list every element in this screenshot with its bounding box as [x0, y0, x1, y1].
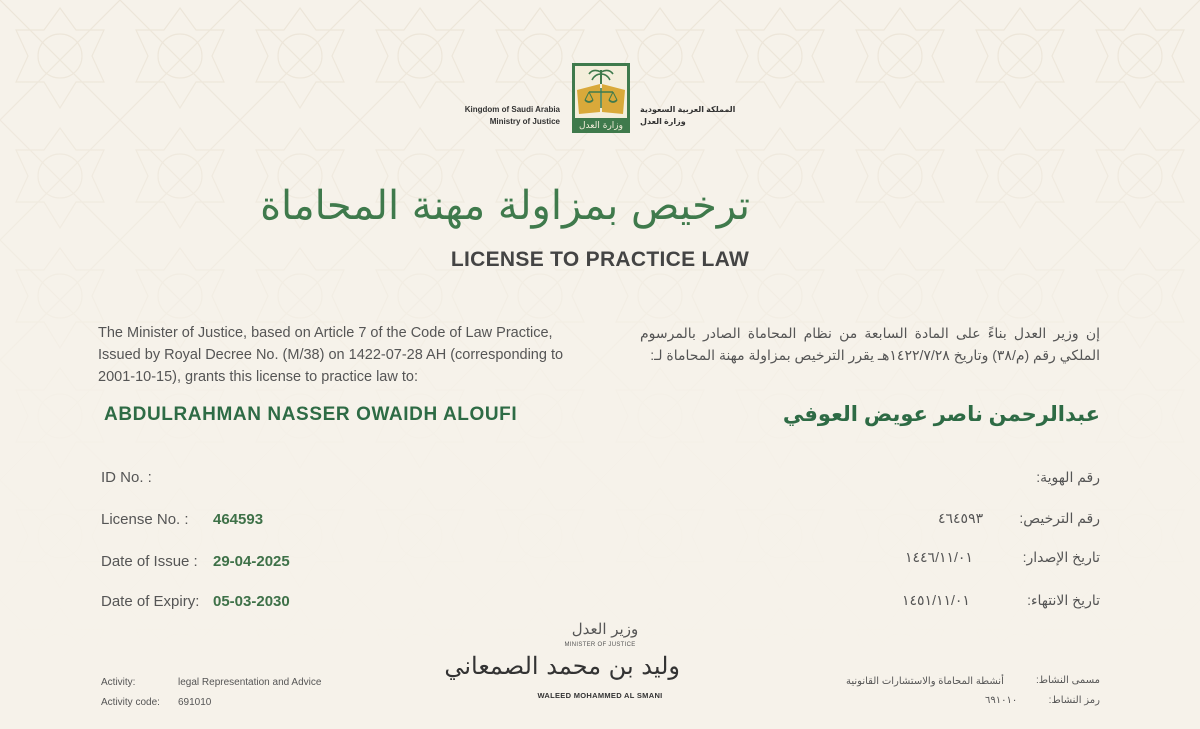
activity-code: 691010	[178, 697, 212, 708]
expiry-date-label: Date of Expiry:	[101, 593, 200, 610]
license-label: License No. :	[101, 511, 189, 528]
header-arabic	[640, 104, 750, 128]
id-label: ID No. :	[101, 469, 152, 486]
activity-code-ar: ٦٩١٠١٠	[985, 695, 1018, 706]
license-number: 464593	[213, 511, 264, 528]
title-arabic: ترخيص بمزاولة مهنة المحاماة	[260, 183, 750, 229]
expiry-date: 05-03-2030	[213, 593, 290, 610]
issue-date: 29-04-2025	[213, 553, 290, 570]
activity-label: Activity:	[101, 677, 136, 688]
activity-label-ar: مسمى النشاط:	[1035, 675, 1100, 686]
header-english	[440, 104, 560, 128]
emblem-caption: وزارة العدل	[579, 121, 623, 131]
license-label-ar: رقم الترخيص:	[1019, 510, 1100, 526]
activity-value-ar: أنشطة المحاماة والاستشارات القانونية	[846, 676, 1004, 687]
licensee-name-arabic: عبدالرحمن ناصر عويض العوفي	[782, 403, 1100, 426]
kingdom-label: Kingdom of Saudi Arabia	[464, 105, 560, 114]
licensee-name-english: ABDULRAHMAN NASSER OWAIDH ALOUFI	[104, 404, 518, 425]
statement-arabic: إن وزير العدل بناءً على المادة السابعة من نظام المحاماة الصادر بالمرسوم الملكي رقم (م/٣٨) وتاريخ ١٤٢٢/٧/٢٨هـ يقرر الترخيص بمزاولة مهنة المحاماة لـ:	[640, 325, 1100, 363]
ministry-label-ar: وزارة العدل	[640, 117, 686, 126]
title-english: LICENSE TO PRACTICE LAW	[450, 248, 750, 271]
minister-signature: وليد بن محمد الصمعاني	[444, 652, 680, 680]
issue-date-label-ar: تاريخ الإصدار:	[1022, 549, 1100, 565]
minister-title-arabic: وزير العدل	[571, 620, 639, 638]
minister-name-english: WALEED MOHAMMED AL SMANI	[537, 691, 663, 700]
activity-code-label-ar: رمز النشاط:	[1048, 695, 1100, 706]
issue-date-label: Date of Issue :	[101, 553, 198, 570]
issue-date-ar: ١٤٤٦/١١/٠١	[905, 549, 973, 565]
expiry-date-label-ar: تاريخ الانتهاء:	[1027, 592, 1100, 608]
id-label-ar: رقم الهوية:	[1036, 469, 1100, 485]
expiry-date-ar: ١٤٥١/١١/٠١	[902, 592, 970, 608]
statement-english: The Minister of Justice, based on Article 7 of the Code of Law Practice, Issued by Royal Decree No. (M/38) on 1422-07-28 AH (corresponding to 2001-10-15), grants this license to practice law to:	[98, 325, 564, 385]
ministry-label: Ministry of Justice	[489, 117, 560, 126]
activity-code-label: Activity code:	[101, 697, 160, 708]
ministry-emblem-icon	[571, 62, 631, 134]
minister-title-english: MINISTER OF JUSTICE	[564, 642, 636, 648]
license-number-ar: ٤٦٤٥٩٣	[938, 510, 984, 526]
activity-value: legal Representation and Advice	[178, 677, 322, 688]
kingdom-label-ar: المملكة العربية السعودية	[640, 105, 736, 114]
